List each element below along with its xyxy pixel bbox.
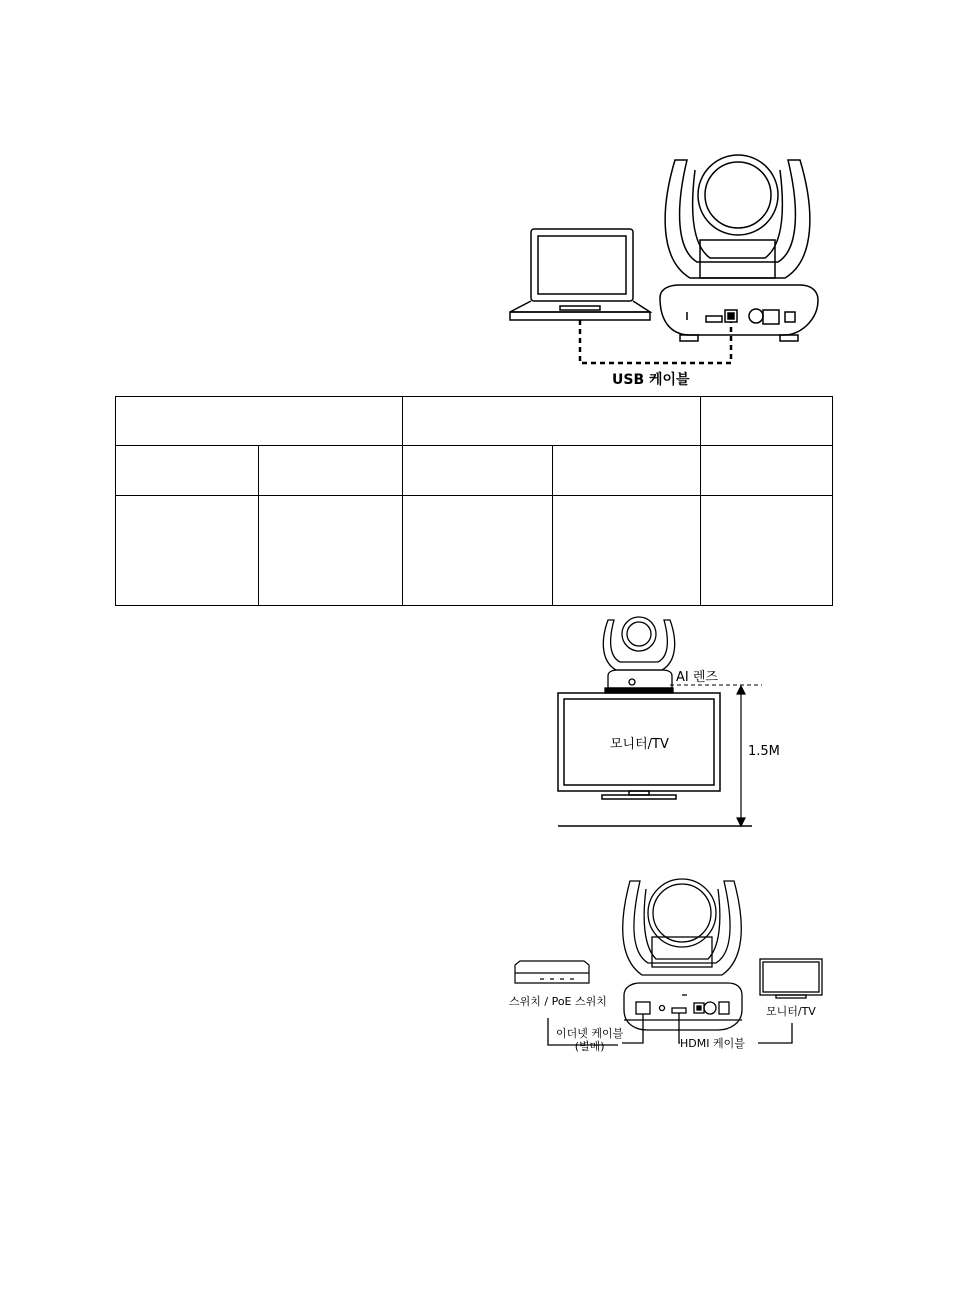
ptz-camera-icon [603, 617, 674, 693]
table-header-row-2 [116, 446, 833, 496]
network-connection-diagram [500, 875, 830, 1055]
placement-diagram [550, 612, 770, 832]
ethernet-cable-label-line1: 이더넷 케이블 [556, 1027, 624, 1040]
table-cell [259, 496, 403, 606]
ptz-camera-icon [660, 155, 818, 341]
table-cell [701, 397, 833, 446]
height-label: 1.5M [748, 744, 780, 759]
table-cell [116, 397, 403, 446]
switch-label: 스위치 / PoE 스위치 [509, 995, 607, 1008]
hdmi-cable-label: HDMI 케이블 [680, 1037, 745, 1050]
spec-table [115, 396, 833, 606]
ptz-camera-icon [623, 879, 742, 1030]
table-cell [553, 496, 701, 606]
switch-icon [515, 961, 589, 983]
table-cell [259, 446, 403, 496]
usb-connection-diagram [500, 150, 830, 390]
table-cell [701, 496, 833, 606]
monitor-label: 모니터/TV [610, 737, 669, 752]
ethernet-cable-label [556, 1027, 623, 1053]
table-cell [116, 446, 259, 496]
table-header-row-1 [116, 397, 833, 446]
table-cell [403, 397, 701, 446]
monitor-label: 모니터/TV [766, 1005, 816, 1018]
laptop-icon [510, 229, 650, 320]
table-cell [403, 496, 553, 606]
usb-cable-line [580, 320, 731, 363]
usb-cable-label: USB 케이블 [612, 372, 690, 388]
table-cell [553, 446, 701, 496]
table-cell [403, 446, 553, 496]
table-cell [116, 496, 259, 606]
table-row [116, 496, 833, 606]
height-dimension-arrow [737, 686, 745, 826]
ethernet-cable-label-line2: (별매) [574, 1040, 605, 1053]
monitor-icon [760, 959, 822, 998]
ai-lens-label: AI 렌즈 [676, 670, 718, 685]
table-cell [701, 446, 833, 496]
